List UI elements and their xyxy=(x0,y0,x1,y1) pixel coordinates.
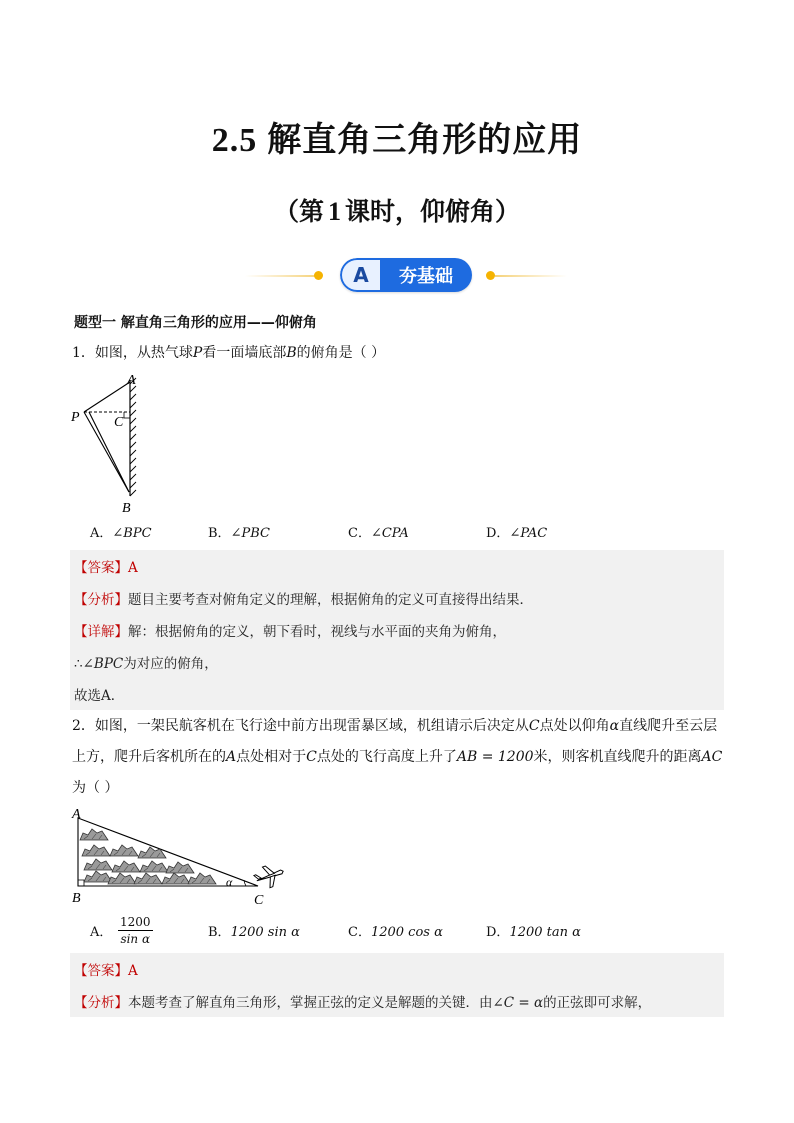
q1-detail-row xyxy=(74,620,506,640)
q2-line2-var-a: A xyxy=(226,749,237,765)
q2-option-a-letter: A． xyxy=(90,925,113,940)
q1-detail2-var: ∠BPC xyxy=(82,656,124,672)
q2-stem-line1 xyxy=(72,716,717,736)
banner-dot-right xyxy=(486,271,495,280)
q2-option-d-letter: D． xyxy=(486,925,510,940)
subtitle-open: （第 xyxy=(273,197,324,226)
page-subtitle xyxy=(0,192,794,228)
lesson-title: 解直角三角形的应用 xyxy=(267,120,583,160)
q1-option-c-text: ∠CPA xyxy=(370,526,409,541)
q2-option-d[interactable] xyxy=(486,923,581,943)
q2-line1-post: 直线爬升至云层 xyxy=(619,718,718,734)
q2-option-b-text: 1200 sin α xyxy=(230,925,300,940)
q1-label-p: P xyxy=(71,410,80,425)
q2-line1-var-alpha: α xyxy=(609,718,620,734)
q2-option-c-letter: C． xyxy=(348,925,371,940)
q1-label-c: C xyxy=(114,415,124,430)
q1-option-b-letter: B． xyxy=(208,526,231,541)
q1-stem-mid: 看一面墙底部 xyxy=(202,345,287,361)
q1-option-d-letter: D． xyxy=(486,526,510,541)
q2-label-c: C xyxy=(254,893,264,908)
q2-line2-var-c: C xyxy=(306,749,317,765)
q1-detail2: 为对应的俯角， xyxy=(123,656,218,672)
q1-var-b: B xyxy=(286,345,297,361)
q1-option-d-text: ∠PAC xyxy=(509,526,548,541)
q2-stem-line2 xyxy=(72,747,722,767)
section-badge xyxy=(340,258,472,292)
q1-var-p: P xyxy=(192,345,203,361)
q1-figure xyxy=(66,368,156,518)
q1-answer-tag: 【答案】 xyxy=(74,560,128,576)
q1-stem-post: 的俯角是（ ） xyxy=(296,345,386,361)
q1-analysis-tag: 【分析】 xyxy=(74,592,128,608)
q1-label-a: A xyxy=(127,373,136,388)
lesson-number: 2.5 xyxy=(211,122,258,159)
q2-answer-tag: 【答案】 xyxy=(74,963,128,979)
banner-line-left xyxy=(245,275,317,277)
q2-option-b[interactable] xyxy=(208,923,300,943)
q2-analysis-pre: 本题考查了解直角三角形，掌握正弦的定义是解题的关键．由 xyxy=(128,995,493,1011)
subtitle-close: 课时，仰俯角） xyxy=(345,197,521,226)
q1-option-a-text: ∠BPC xyxy=(112,526,152,541)
q2-stem-line3: 为（ ） xyxy=(72,780,119,796)
q2-label-a: A xyxy=(72,807,81,822)
banner-line-right xyxy=(495,275,567,277)
section-title: 题型一 解直角三角形的应用——仰俯角 xyxy=(74,315,317,331)
q2-label-alpha: α xyxy=(226,875,233,889)
q1-detail2-row xyxy=(74,652,218,672)
badge-letter: A xyxy=(340,258,380,292)
q2-analysis-row xyxy=(74,991,651,1011)
q1-conclusion-row: 故选A． xyxy=(74,688,125,704)
q1-option-c-letter: C． xyxy=(348,526,371,541)
q1-solution-block xyxy=(70,550,724,710)
q1-option-a[interactable] xyxy=(90,524,152,544)
q2-answer-row xyxy=(74,959,138,979)
q1-therefore: ∴ xyxy=(74,656,83,672)
banner-dot-left xyxy=(314,271,323,280)
q1-detail: 解：根据俯角的定义，朝下看时，视线与水平面的夹角为俯角， xyxy=(128,624,506,640)
q1-option-b[interactable] xyxy=(208,524,270,544)
q2-line1-pre: 2．如图，一架民航客机在飞行途中前方出现雷暴区域，机组请示后决定从 xyxy=(72,718,529,734)
q2-option-c-text: 1200 cos α xyxy=(370,925,443,940)
badge-label: 夯基础 xyxy=(380,258,472,292)
q2-analysis-tag: 【分析】 xyxy=(74,995,128,1011)
q2-analysis-post: 的正弦即可求解， xyxy=(543,995,652,1011)
q2-option-a-fraction xyxy=(118,914,153,947)
q2-solution-block xyxy=(70,953,724,1017)
q2-line2-eq: AB = 1200 xyxy=(456,749,534,765)
q1-analysis-row xyxy=(74,588,533,608)
page-title xyxy=(0,112,794,161)
q1-stem-pre: 1．如图，从热气球 xyxy=(72,345,193,361)
q2-option-c[interactable] xyxy=(348,923,443,943)
q2-line2-mid: 点处相对于 xyxy=(236,749,307,765)
q2-option-d-text: 1200 tan α xyxy=(509,925,581,940)
q2-line2-post: 米，则客机直线爬升的距离 xyxy=(533,749,702,765)
q2-line2-var-ac: AC xyxy=(701,749,723,765)
q2-option-a-numerator: 1200 xyxy=(120,915,151,929)
q2-line2-mid2: 点处的飞行高度上升了 xyxy=(316,749,457,765)
q2-line1-mid: 点处以仰角 xyxy=(539,718,610,734)
q2-label-b: B xyxy=(72,891,81,906)
q1-option-a-letter: A． xyxy=(90,526,113,541)
q1-analysis: 题目主要考查对俯角定义的理解，根据俯角的定义可直接得出结果． xyxy=(128,592,533,608)
q1-label-b: B xyxy=(122,501,131,516)
q1-detail-tag: 【详解】 xyxy=(74,624,128,640)
q2-line2-pre: 上方，爬升后客机所在的 xyxy=(72,749,226,765)
q2-option-a-denominator: sin α xyxy=(120,932,151,946)
q2-line1-var-c: C xyxy=(528,718,540,734)
q1-answer-row xyxy=(74,556,138,576)
q1-stem xyxy=(72,343,385,363)
q1-answer: A xyxy=(128,560,138,576)
q1-option-b-text: ∠PBC xyxy=(230,526,270,541)
subtitle-number: 1 xyxy=(328,197,341,226)
q1-option-c[interactable] xyxy=(348,524,409,544)
q2-answer: A xyxy=(128,963,138,979)
q1-option-d[interactable] xyxy=(486,524,547,544)
airplane-icon xyxy=(252,861,287,892)
q2-analysis-eq: ∠C = α xyxy=(492,995,544,1011)
q2-option-b-letter: B． xyxy=(208,925,231,940)
q2-figure xyxy=(70,806,290,910)
